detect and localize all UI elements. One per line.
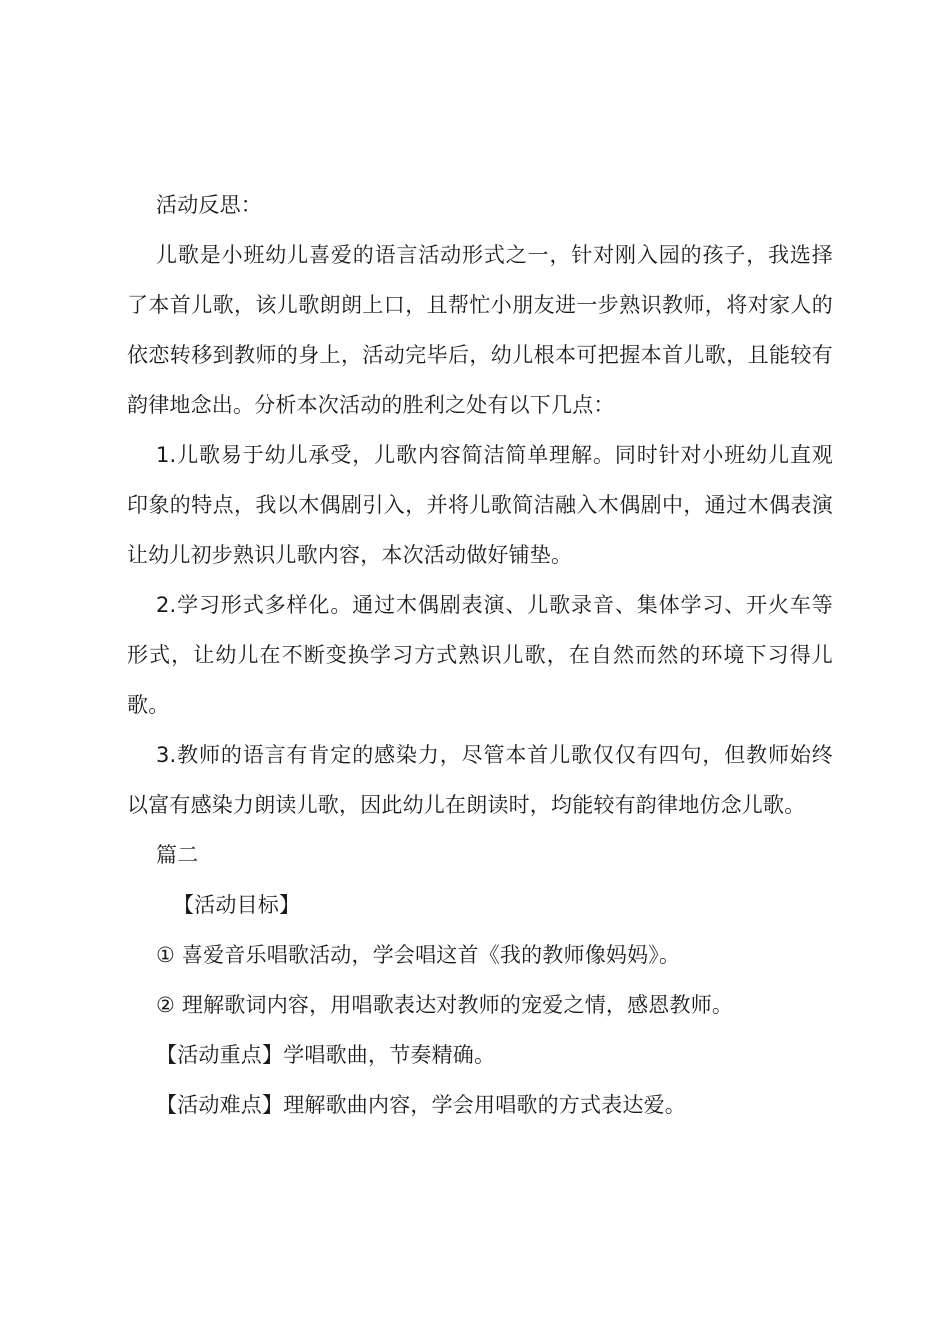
section-heading-part-two: 篇二 — [156, 843, 199, 867]
goal-item-2: ② 理解歌词内容，用唱歌表达对教师的宠爱之情，感恩教师。 — [156, 993, 734, 1017]
paragraph-point-1: 1.儿歌易于幼儿承受，儿歌内容简洁简单理解。同时针对小班幼儿直观印象的特点，我以木偶剧引入，并将儿歌简洁融入木偶剧中，通过木偶表演让幼儿初步熟识儿歌内容，本次活动做好铺垫。 — [127, 443, 833, 567]
paragraph-point-2: 2.学习形式多样化。通过木偶剧表演、儿歌录音、集体学习、开火车等形式，让幼儿在不断变换学习方式熟识儿歌，在自然而然的环境下习得儿歌。 — [127, 593, 833, 717]
activity-focus: 【活动重点】学唱歌曲，节奏精确。 — [156, 1043, 496, 1067]
paragraph-intro: 儿歌是小班幼儿喜爱的语言活动形式之一，针对刚入园的孩子，我选择了本首儿歌，该儿歌朗朗上口，且帮忙小朋友进一步熟识教师，将对家人的依恋转移到教师的身上，活动完毕后，幼儿根本可把握本首儿歌，且能较有韵律地念出。分析本次活动的胜利之处有以下几点： — [127, 243, 833, 417]
activity-goals-heading: 【活动目标】 — [173, 893, 301, 917]
activity-difficulty: 【活动难点】理解歌曲内容，学会用唱歌的方式表达爱。 — [156, 1093, 686, 1117]
paragraph-point-3: 3.教师的语言有肯定的感染力，尽管本首儿歌仅仅有四句，但教师始终以富有感染力朗读儿歌，因此幼儿在朗读时，均能较有韵律地仿念儿歌。 — [127, 743, 833, 817]
document-body — [127, 180, 833, 1130]
section-heading-reflection: 活动反思： — [156, 193, 262, 217]
goal-item-1: ① 喜爱音乐唱歌活动，学会唱这首《我的教师像妈妈》。 — [156, 943, 681, 967]
